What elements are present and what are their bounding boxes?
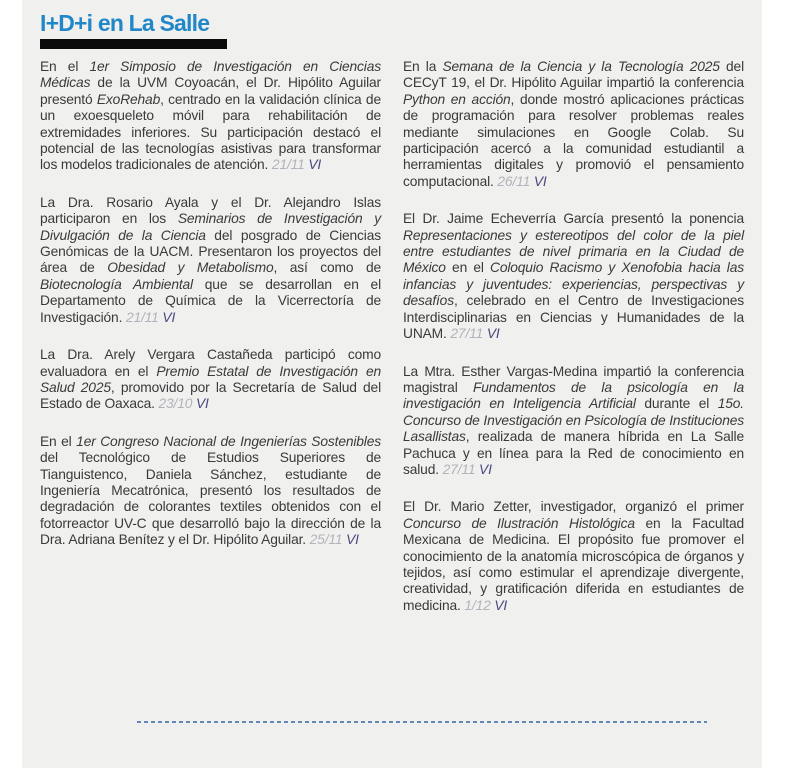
date-stamp: 21/11 [122, 309, 163, 325]
date-stamp: 26/11 [493, 173, 534, 189]
vi-link[interactable]: VI [195, 396, 209, 412]
paragraph-text: , realizada de manera híbrida en La Salle Pachuca y en línea para la Red de conocimiento en salud. [403, 429, 744, 477]
vi-link[interactable]: VI [479, 461, 492, 477]
paragraph-text: En la [403, 59, 443, 74]
paragraph-text: , donde mostró aplicaciones prácticas de programación para resolver problemas reales mediante simulaciones en Google Colab. Su participación acercó a la comunidad estudiantil a herramientas digitales y promovió el pensamiento computacional. [403, 91, 744, 189]
event-title-italic: Coloquio Racismo y Xenofobia hacia las infancias y juventudes: experiencias, perspectivas y desafíos [403, 260, 744, 309]
event-title-italic: Biotecnología Ambiental [40, 276, 193, 292]
date-stamp: 27/11 [446, 326, 487, 342]
dashed-separator [137, 721, 707, 723]
paragraph-text: del CECyT 19, el Dr. Hipólito Aguilar impartió la conferencia [403, 59, 744, 91]
paragraph-text: La Dra. Arely Vergara Castañeda participó como evaluadora en el [40, 347, 381, 379]
paragraph-text: La Dra. Rosario Ayala y el Dr. Alejandro Islas participaron en los [40, 194, 381, 227]
date-stamp: 1/12 [460, 597, 495, 613]
event-title-italic: Python en acción [403, 91, 511, 107]
paragraph-text: El Dr. Jaime Echeverría García presentó la ponencia [403, 211, 744, 227]
event-title-italic: Premio Estatal de Investigación en Salud 2025 [40, 363, 381, 395]
news-paragraph [403, 211, 744, 342]
news-paragraph [40, 347, 381, 413]
paragraph-text: , centrado en la validación clínica de un exoesqueleto móvil para rehabilitación de extremidades inferiores. Su participación destacó el potencial de las tecnologías asistivas para transformar los modelos tradicionales de atención. [40, 91, 381, 173]
paragraph-text: , promovido por la Secretaría de Salud del Estado de Oaxaca. [40, 379, 381, 412]
page-sheet [22, 0, 762, 768]
date-stamp: 25/11 [305, 532, 347, 548]
event-title-italic: 1er Simposio de Investigación en Ciencias Médicas [40, 59, 381, 91]
event-title-italic: Fundamentos de la psicología en la investigación en Inteligencia Artificial [403, 379, 744, 412]
paragraph-text: En el [40, 433, 77, 449]
title-underline-bar [40, 39, 227, 49]
paragraph-text: en el [445, 260, 490, 276]
event-title-italic: 15o. Concurso de Investigación en Psicología de Instituciones Lasallistas [403, 396, 744, 445]
paragraph-text: En el [40, 59, 90, 74]
paragraph-text: El Dr. Mario Zetter, investigador, organizó el primer [403, 499, 744, 515]
vi-link[interactable]: VI [533, 173, 547, 189]
section-header [40, 10, 744, 49]
paragraph-text: , así como de [273, 260, 381, 276]
news-paragraph [403, 499, 744, 614]
paragraph-text: del posgrado de Ciencias Genómicas de la UACM. Presentaron los proyectos del área de [40, 227, 381, 276]
vi-link[interactable]: VI [486, 326, 500, 342]
vi-link[interactable]: VI [162, 309, 176, 325]
event-title-italic: Representaciones y estereotipos del color de la piel entre estudiantes de nivel primaria en la Ciudad de México [403, 227, 744, 276]
paragraph-text: de la UVM Coyoacán, el Dr. Hipólito Aguilar presentó [40, 75, 381, 107]
content-area [22, 0, 762, 635]
date-stamp: 27/11 [438, 461, 480, 477]
paragraph-text: La Mtra. Esther Vargas-Medina impartió la conferencia magistral [403, 363, 744, 395]
paragraph-text: , celebrado en el Centro de Investigaciones Interdisciplinarias en Ciencias y Humanidades de la UNAM. [403, 293, 744, 342]
event-title-italic: ExoRehab [96, 91, 161, 107]
news-paragraph [403, 59, 744, 190]
event-title-italic: Semana de la Ciencia y la Tecnología 2025 [442, 59, 720, 74]
page-title: I+D+i en La Salle [40, 10, 210, 36]
vi-link[interactable]: VI [308, 157, 322, 173]
vi-link[interactable]: VI [346, 532, 359, 548]
news-columns [40, 59, 744, 635]
event-title-italic: 1er Congreso Nacional de Ingenierías Sostenibles [76, 433, 381, 449]
date-stamp: 21/11 [268, 157, 309, 173]
news-paragraph [403, 364, 744, 479]
paragraph-text: durante el [635, 396, 718, 412]
paragraph-text: del Tecnológico de Estudios Superiores de Tianguistenco, Daniela Sánchez, estudiante de Ingeniería Mecatrónica, presentó los resultados de degradación de colorantes textiles obtenidos con el fotorreactor UV-C que desarrolló bajo la dirección de la Dra. Adriana Benítez y el Dr. Hipólito Aguilar. [40, 450, 381, 548]
date-stamp: 23/10 [154, 396, 196, 412]
news-paragraph [40, 195, 381, 326]
paragraph-text: en la Facultad Mexicana de Medicina. El propósito fue promover el conocimiento de la anatomía microscópica de órganos y tejidos, así como estimular el aprendizaje divergente, creatividad, y gratificación diferida en estudiantes de medicina. [403, 515, 744, 613]
news-column-right [403, 59, 744, 635]
news-paragraph [40, 434, 381, 549]
news-column-left [40, 59, 381, 635]
news-paragraph [40, 59, 381, 174]
event-title-italic: Obesidad y Metabolismo [107, 260, 274, 276]
event-title-italic: Concurso de Ilustración Histológica [403, 515, 635, 531]
event-title-italic: Seminarios de Investigación y Divulgación de la Ciencia [40, 211, 382, 243]
paragraph-text: que se desarrollan en el Departamento de Química de la Vicerrectoría de Investigación. [40, 276, 381, 325]
vi-link[interactable]: VI [494, 597, 508, 613]
